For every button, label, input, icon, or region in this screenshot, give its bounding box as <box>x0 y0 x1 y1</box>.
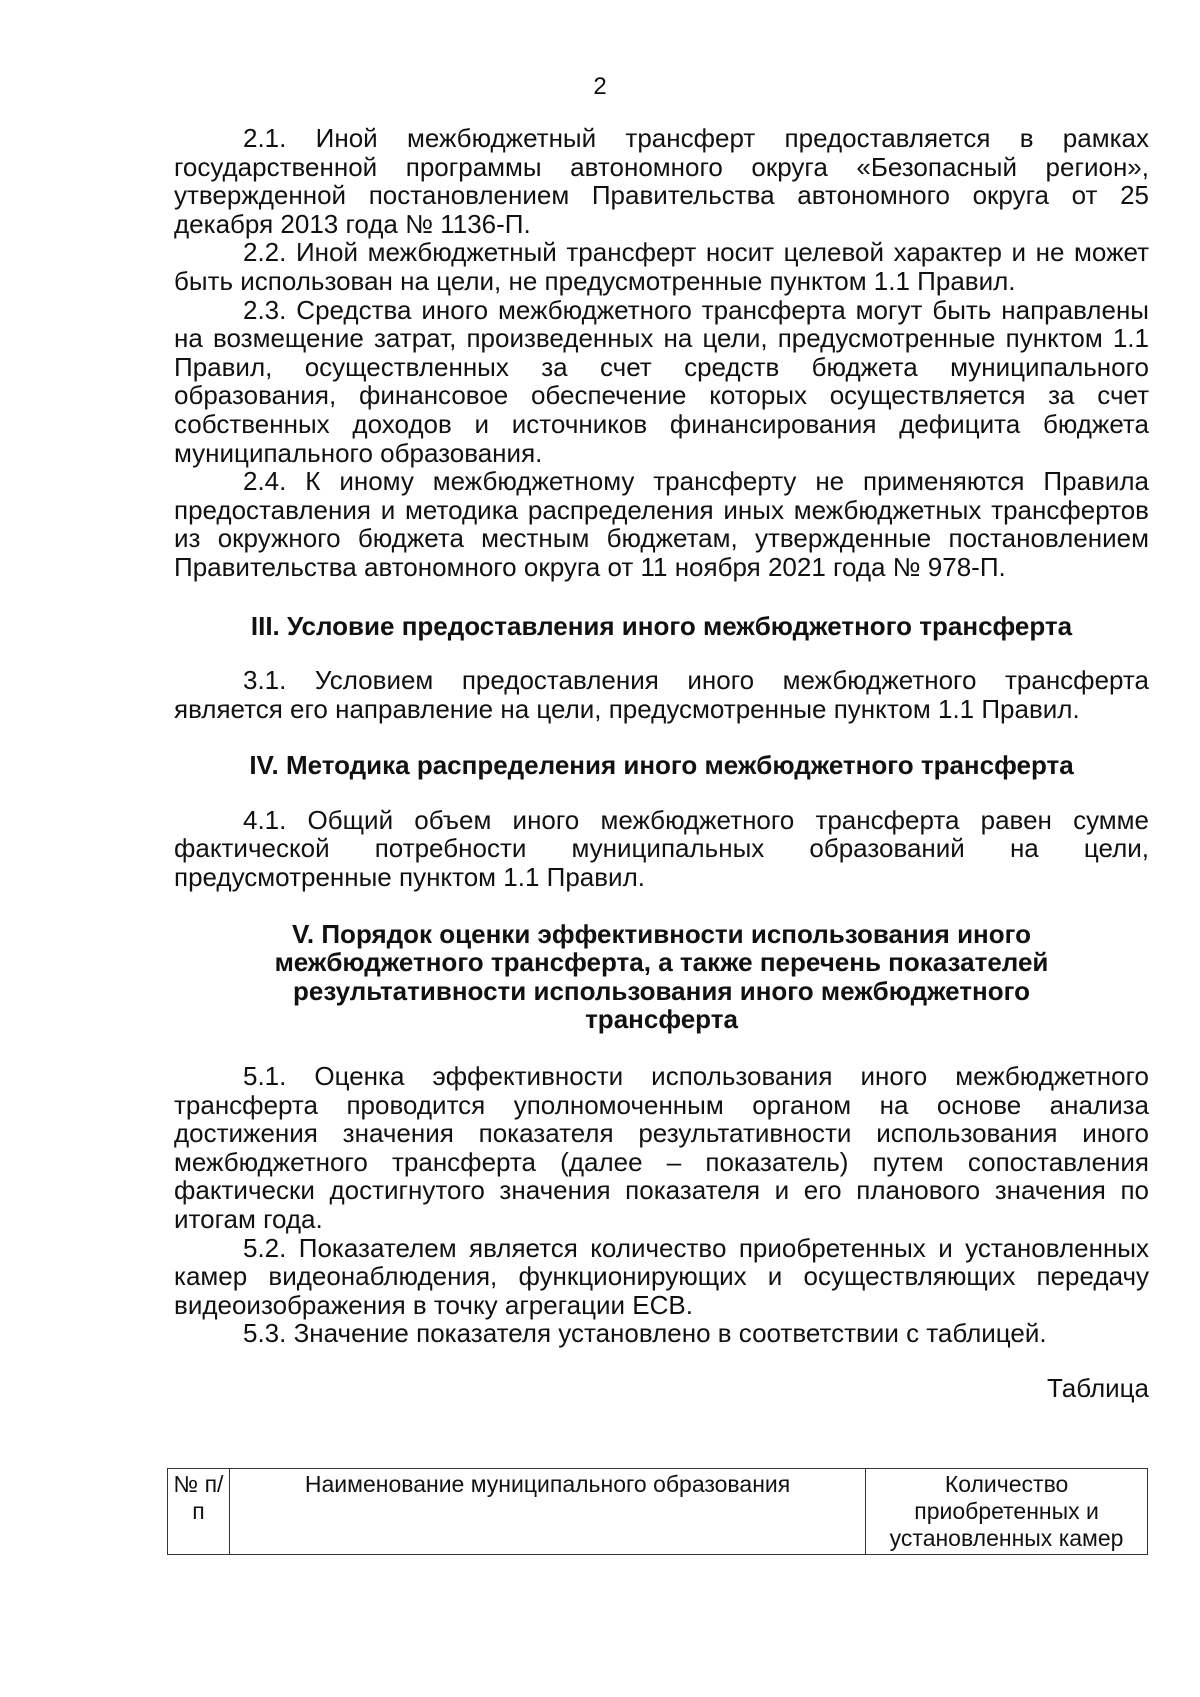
header-municipality: Наименование муниципального образования <box>229 1469 865 1555</box>
indicator-table <box>167 1468 1148 1555</box>
paragraph-4-1: 4.1. Общий объем иного межбюджетного трансферта равен сумме фактической потребности муниципальных образований на цели, предусмотренные пунктом 1.1 Правил. <box>174 804 1149 893</box>
paragraph-2-3: 2.3. Средства иного межбюджетного трансферта могут быть направлены на возмещение затрат, произведенных на цели, предусмотренные пунктом 1.1 Правил, осуществленных за счет средств бюджета муниципального образования, финансовое обеспечение которых осуществляется за счет собственных доходов и источников финансирования дефицита бюджета муниципального образования. <box>174 294 1149 468</box>
paragraph-2-1: 2.1. Иной межбюджетный трансферт предоставляется в рамках государственной программы автономного округа «Безопасный регион», утвержденной постановлением Правительства автономного округа от 25 декабря 2013 года № 1136-П. <box>174 123 1149 239</box>
page-number: 2 <box>593 73 607 100</box>
document-body <box>174 124 1149 1419</box>
paragraph-2-4: 2.4. К иному межбюджетному трансферту не применяются Правила предоставления и методика распределения иных межбюджетных трансфертов из окружного бюджета местным бюджетам, утвержденные постановлением Правительства автономного округа от 11 ноября 2021 года № 978-П. <box>174 466 1149 582</box>
section-3-heading: III. Условие предоставления иного межбюджетного трансферта <box>250 610 1073 641</box>
section-4-heading: IV. Методика распределения иного межбюджетного трансферта <box>249 750 1074 781</box>
paragraph-3-1: 3.1. Условием предоставления иного межбюджетного трансферта является его направление на цели, предусмотренные пунктом 1.1 Правил. <box>174 665 1149 724</box>
header-camera-count: Количество приобретенных и установленных камер <box>866 1469 1148 1555</box>
paragraph-5-3: 5.3. Значение показателя установлено в соответствии с таблицей. <box>243 1318 1047 1349</box>
table-caption: Таблица <box>1047 1372 1149 1403</box>
section-5-heading: V. Порядок оценки эффективности использования иного межбюджетного трансферта, а также перечень показателей результативности использования иного межбюджетного трансферта <box>274 918 1049 1035</box>
paragraph-5-2: 5.2. Показателем является количество приобретенных и установленных камер видеонаблюдения, функционирующих и осуществляющих передачу видеоизображения в точку агрегации ЕСВ. <box>174 1232 1149 1320</box>
table-header-row <box>168 1469 1148 1555</box>
paragraph-5-1: 5.1. Оценка эффективности использования иного межбюджетного трансферта проводится уполномоченным органом на основе анализа достижения значения показателя результативности использования иного межбюджетного трансферта (далее – показатель) путем сопоставления фактически достигнутого значения показателя и его планового значения по итогам года. <box>174 1061 1149 1234</box>
header-number: № п/п <box>168 1469 230 1555</box>
paragraph-2-2: 2.2. Иной межбюджетный трансферт носит целевой характер и не может быть использован на цели, не предусмотренные пунктом 1.1 Правил. <box>174 237 1149 296</box>
